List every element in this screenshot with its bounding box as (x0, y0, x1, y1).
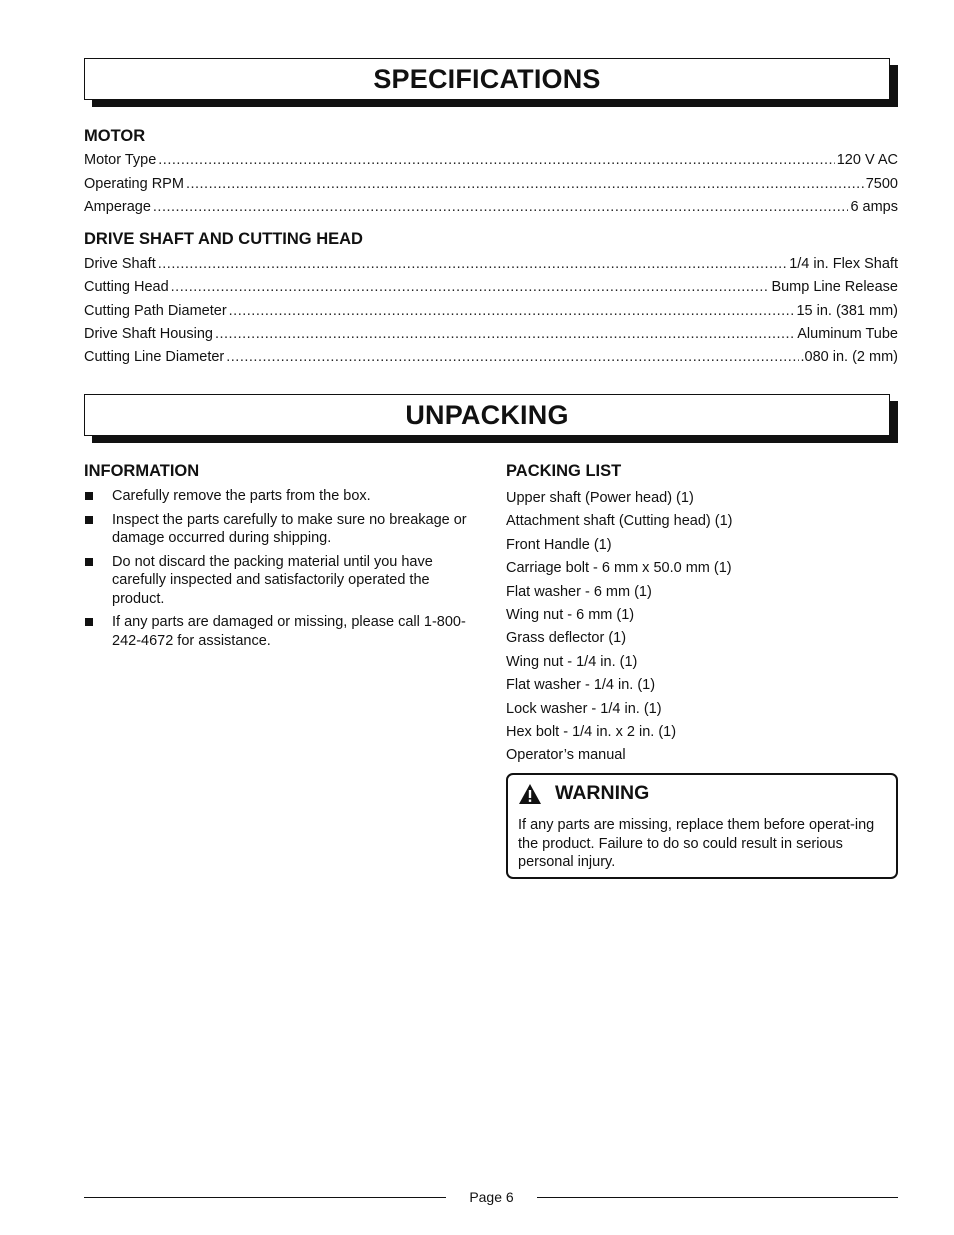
spec-row-motor-type (84, 152, 898, 172)
drive-shaft-heading: DRIVE SHAFT AND CUTTING HEAD (84, 230, 363, 248)
warning-title (518, 782, 649, 805)
square-bullet-icon (85, 618, 93, 626)
list-item (84, 487, 484, 506)
packing-list-heading: PACKING LIST (506, 462, 622, 480)
spec-label: Cutting Path Diameter (84, 303, 227, 319)
spec-label: Drive Shaft Housing (84, 326, 213, 342)
list-item-text: Carefully remove the parts from the box. (112, 488, 371, 504)
spec-label: Cutting Head (84, 279, 169, 295)
dot-leader (153, 199, 849, 215)
list-item: Flat washer - 1/4 in. (1) (506, 677, 656, 694)
spec-value: 7500 (865, 176, 898, 192)
spec-label: Cutting Line Diameter (84, 349, 225, 365)
spec-label: Operating RPM (84, 176, 184, 192)
spec-value: 120 V AC (836, 152, 898, 168)
unpacking-title: UNPACKING (405, 399, 569, 430)
list-item: Lock washer - 1/4 in. (1) (506, 700, 662, 717)
dot-leader (171, 279, 770, 295)
information-list (84, 487, 484, 655)
spec-row-amperage (84, 199, 898, 219)
list-item: Operator’s manual (506, 747, 626, 764)
spec-row-operating-rpm (84, 176, 898, 196)
square-bullet-icon (85, 492, 93, 500)
list-item: Flat washer - 6 mm (1) (506, 583, 652, 600)
spec-value: .080 in. (2 mm) (800, 349, 898, 365)
motor-heading: MOTOR (84, 127, 146, 145)
list-item: Grass deflector (1) (506, 630, 627, 647)
list-item: Attachment shaft (Cutting head) (1) (506, 513, 733, 530)
dot-leader (186, 176, 864, 192)
information-heading: INFORMATION (84, 462, 200, 480)
packing-list (506, 487, 896, 768)
list-item: Wing nut - 6 mm (1) (506, 607, 635, 624)
list-item: Wing nut - 1/4 in. (1) (506, 653, 638, 670)
list-item: Front Handle (1) (506, 536, 612, 553)
warning-triangle-icon (518, 783, 542, 805)
page-number: Page 6 (469, 1189, 514, 1205)
specifications-title: SPECIFICATIONS (373, 63, 601, 94)
spec-row-drive-shaft-housing (84, 326, 898, 346)
list-item: Hex bolt - 1/4 in. x 2 in. (1) (506, 724, 677, 741)
warning-box (506, 773, 898, 879)
spec-row-cutting-head (84, 279, 898, 299)
spec-value: 6 amps (850, 199, 898, 215)
spec-value: Bump Line Release (771, 279, 898, 295)
specifications-banner (84, 58, 890, 100)
spec-label: Motor Type (84, 152, 157, 168)
list-item-text: Do not discard the packing material until you have carefully inspected and satisfactorily operated the product. (112, 553, 433, 607)
unpacking-banner (84, 394, 890, 436)
list-item-text: Inspect the parts carefully to make sure no breakage or damage occurred during shipping. (112, 511, 467, 546)
spec-label: Amperage (84, 199, 151, 215)
dot-leader (229, 303, 795, 319)
list-item: Upper shaft (Power head) (1) (506, 490, 694, 506)
list-item (84, 613, 484, 650)
list-item: Carriage bolt - 6 mm x 50.0 mm (1) (506, 560, 732, 577)
list-item (84, 511, 484, 548)
list-item (84, 553, 484, 609)
spec-value: 15 in. (381 mm) (796, 303, 898, 319)
spec-row-cutting-path-diameter (84, 303, 898, 323)
square-bullet-icon (85, 516, 93, 524)
warning-title-text: WARNING (555, 782, 650, 804)
list-item-text: If any parts are damaged or missing, please call 1-800-242-4672 for assistance. (112, 614, 466, 649)
footer-rule-left (84, 1197, 446, 1198)
spec-label: Drive Shaft (84, 256, 156, 272)
spec-row-cutting-line-diameter (84, 349, 898, 369)
dot-leader (158, 256, 787, 272)
square-bullet-icon (85, 558, 93, 566)
dot-leader (226, 349, 798, 365)
footer-rule-right (537, 1197, 898, 1198)
dot-leader (158, 152, 834, 168)
spec-value: 1/4 in. Flex Shaft (789, 256, 898, 272)
warning-text: If any parts are missing, replace them before operat-ing the product. Failure to do so could result in serious personal injury. (518, 817, 875, 870)
spec-value: Aluminum Tube (797, 326, 898, 342)
dot-leader (215, 326, 795, 342)
spec-row-drive-shaft (84, 256, 898, 276)
